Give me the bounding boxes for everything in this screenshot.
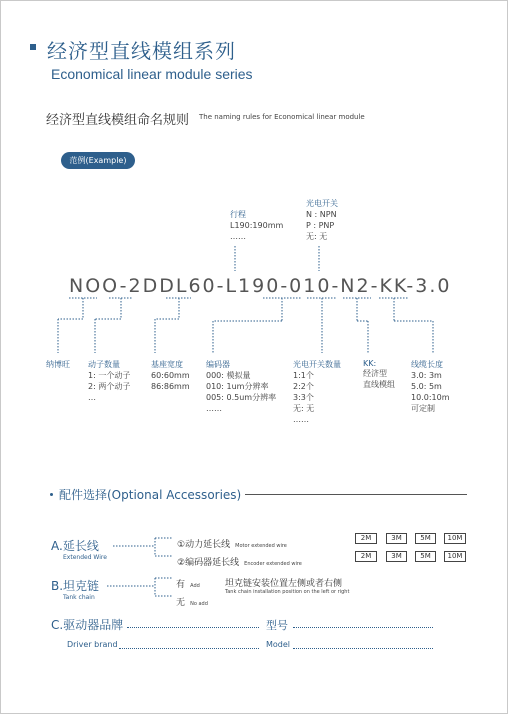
label-brand-title: 纳博旺 [46, 360, 70, 369]
label-switch-count-line: 2:2个 [293, 382, 314, 391]
accessory-a-label-en: Extended Wire [63, 554, 107, 561]
label-switch-count-line: 无: 无 [293, 404, 315, 413]
option-motor-wire[interactable] [177, 532, 287, 551]
label-switch-count-line: 1:1个 [293, 371, 314, 380]
page-title-en: Economical linear module series [51, 66, 253, 82]
option-tank-chain-no-add-label-en: No add [190, 601, 208, 607]
size-box-encoder-5m[interactable]: 5M [415, 551, 436, 562]
size-box-encoder-3m[interactable]: 3M [386, 551, 407, 562]
label-stroke-line: …… [230, 232, 246, 241]
label-movers-line: 1: 一个动子 [88, 371, 131, 380]
model-label: 型号 [266, 619, 288, 632]
option-motor-wire-label-en: Motor extended wire [235, 543, 287, 549]
label-switch-count-line: …… [293, 415, 309, 424]
size-box-motor-10m[interactable]: 10M [444, 533, 466, 544]
label-kk-line: 经济型 [363, 369, 387, 378]
label-cable-line: 5.0: 5m [411, 382, 442, 391]
label-switch-count-title: 光电开关数量 [293, 360, 341, 369]
label-encoder-line: 005: 0.5um分辨率 [206, 393, 277, 402]
label-base-width-line: 60:60mm [151, 371, 190, 380]
label-photo-switch-line: P : PNP [306, 221, 335, 230]
size-box-motor-5m[interactable]: 5M [415, 533, 436, 544]
accessory-b-label-en: Tank chain [63, 594, 95, 601]
size-box-motor-3m[interactable]: 3M [386, 533, 407, 544]
label-encoder-line: 000: 模拟量 [206, 371, 251, 380]
option-tank-chain-add-label: 有 [176, 580, 186, 590]
example-badge: 范例(Example) [61, 152, 135, 169]
label-base-width-line: 86:86mm [151, 382, 190, 391]
label-cable-line: 10.0:10m [411, 393, 450, 402]
label-base-width-title: 基座宽度 [151, 360, 183, 369]
label-stroke-title: 行程 [230, 210, 246, 219]
size-box-encoder-2m[interactable]: 2M [355, 551, 377, 562]
option-encoder-wire-label-en: Encoder extended wire [244, 561, 302, 567]
accessory-a [51, 537, 107, 561]
label-kk-title: KK: [363, 359, 377, 368]
label-kk-line: 直线模组 [363, 380, 395, 389]
label-stroke-line: L190:190mm [230, 221, 284, 230]
accessory-connector-lines [1, 1, 508, 714]
label-encoder-title: 编码器 [206, 360, 230, 369]
label-switch-count-line: 3:3个 [293, 393, 314, 402]
label-photo-switch-line: 无: 无 [306, 232, 328, 241]
accessories-title: 配件选择(Optional Accessories) [59, 488, 242, 502]
option-tank-chain-add[interactable] [176, 572, 200, 591]
label-photo-switch-title: 光电开关 [306, 199, 338, 208]
option-tank-chain-add-label-en: Add [190, 583, 200, 589]
tank-chain-note-cn: 坦克链安装位置左侧或者右侧 [225, 579, 343, 589]
label-cable-line: 3.0: 3m [411, 371, 442, 380]
driver-brand-fill-line[interactable] [127, 627, 259, 628]
page-title-cn: 经济型直线模组系列 [47, 39, 236, 63]
model-fill-line[interactable] [293, 627, 433, 628]
label-photo-switch-line: N : NPN [306, 210, 337, 219]
model-code: NOO-2DDL60-L190-010-N2-KK-3.0 [69, 275, 452, 297]
size-box-encoder-10m[interactable]: 10M [444, 551, 466, 562]
model-label-en: Model [266, 640, 291, 649]
option-encoder-wire-label: ②编码器延长线 [177, 558, 240, 568]
section-title-en: The naming rules for Economical linear module [199, 113, 365, 121]
size-box-motor-2m[interactable]: 2M [355, 533, 377, 544]
driver-brand-label-en: Driver brand [67, 640, 118, 649]
accessory-b-label: B.坦克链 [51, 579, 100, 593]
label-movers-line: 2: 两个动子 [88, 382, 131, 391]
section-title-cn: 经济型直线模组命名规则 [46, 113, 190, 128]
label-cable-line: 可定制 [411, 404, 435, 413]
tank-chain-note-en: Tank chain installation position on the left or right [225, 589, 350, 595]
accessory-c-label: C.驱动器品牌 [51, 618, 124, 632]
accessory-a-label: A.延长线 [51, 539, 99, 553]
model-en-fill-line[interactable] [293, 648, 433, 649]
label-encoder-line: …… [206, 404, 222, 413]
label-encoder-line: 010: 1um分辨率 [206, 382, 269, 391]
accessory-b [51, 577, 99, 601]
option-tank-chain-no-add-label: 无 [176, 598, 186, 608]
option-motor-wire-label: ①动力延长线 [177, 540, 231, 550]
option-tank-chain-no-add[interactable] [176, 590, 208, 609]
option-encoder-wire[interactable] [177, 550, 302, 569]
label-movers-line: … [88, 393, 96, 402]
label-cable-title: 线缆长度 [411, 360, 443, 369]
tank-chain-note [225, 576, 349, 595]
label-movers-title: 动子数量 [88, 360, 120, 369]
driver-brand-en-fill-line[interactable] [119, 648, 259, 649]
